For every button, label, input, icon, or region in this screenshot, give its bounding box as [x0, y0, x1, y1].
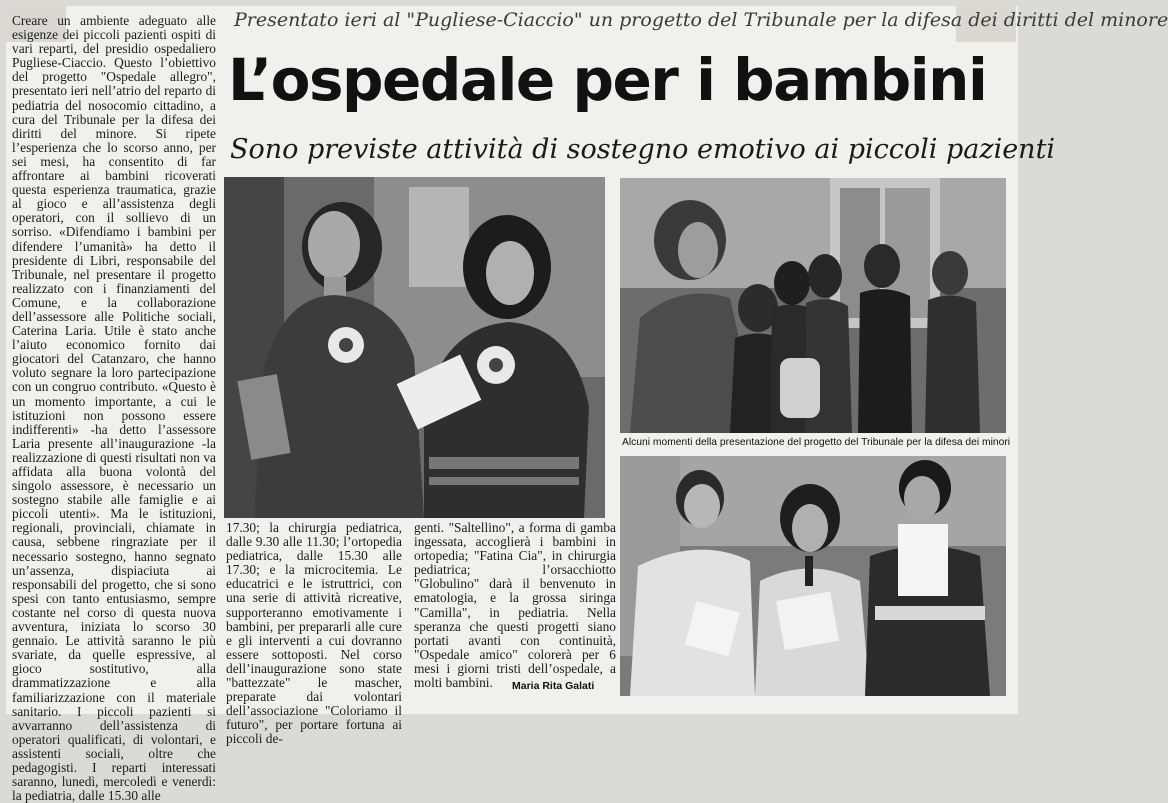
photo-two-women-drawing [224, 177, 605, 518]
photo-group-presentation [620, 178, 1006, 433]
photo-readers-drawing [620, 456, 1006, 696]
photo-caption: Alcuni momenti della presentazione del progetto del Tribunale per la difesa dei minori [622, 437, 1011, 448]
article-column-2: 17.30; la chirurgia pediatrica, dalle 9.30 alle 11.30; l’ortopedia pediatrica, dalle 15.30 alle 17.30; e la microcitemia. Le educatrici e le istruttrici, con una serie di attività ricreative, supporteranno emotivamente i bambini, per prepararli alle cure e gli interventi a cui dovranno essere sottoposti. Nel corso dell’inaugurazione sono state "battezzate" le mascher, preparate dai volontari dell’associazione "Coloriamo il futuro", per portare fortuna ai piccoli de- [226, 520, 402, 747]
newspaper-clipping [6, 6, 1168, 803]
article-headline: L’ospedale per i bambini [228, 46, 987, 114]
article-byline: Maria Rita Galati [512, 680, 595, 692]
article-subheadline: Sono previste attività di sostegno emotivo ai piccoli pazienti [230, 134, 1056, 165]
article-column-1: Creare un ambiente adeguato alle esigenze dei piccoli pazienti ospiti di vari reparti, del presidio ospedaliero Pugliese-Ciaccio. Questo l’obiettivo del progetto "Ospedale allegro", presentato ieri nell’atrio del reparto di pediatria del nosocomio cittadino, a cura del Tribunale per la difesa dei diritti del minore. Si ripete l’esperienza che lo scorso anno, per sei mesi, ha consentito di far affrontare ai bambini ricoverati questa esperienza traumatica, grazie al gioco e all’assistenza degli operatori, con il sollievo di un sorriso. «Difendiamo i bambini per difendere l’umanità» ha detto il presidente di Libri, responsabile del Tribunale, nel presentare il progetto realizzato con i finanziamenti del Comune, e la collaborazione dell’assessore alle Politiche sociali, Caterina Laria. Utile è stato anche l’aiuto economico fornito dai giocatori del Catanzaro, che hanno voluto segnare la loro partecipazione con un congruo contributo. «Questo è un momento importante, a cui le istituzioni non possono essere indifferenti» -ha detto l’assessore Laria presente all’inaugurazione -la realizzazione di questi risultati non va affidata alla buona volontà del singolo assessore, è necessario un sostegno stabile alle famiglie e ai piccoli utenti». Ma le istituzioni, regionali, provinciali, chiamate in causa, sebbene ringraziate per il necessario sostegno, hanno segnato un’assenza, dispiaciuta ai responsabili del progetto, che si sono spesi con tanto entusiasmo, sempre costante nel corso di questa nuova avventura, iniziata lo scorso 30 gennaio. Le attività saranno le più svariate, da quelle espressive, al gioco sostitutivo, alla drammatizzazione e alla familiarizzazione con il materiale sanitario. I piccoli pazienti si avvarranno dell’assistenza di operatori qualificati, di volontari, e assistenti sociali, oltre che pedagogisti. I reparti interessati saranno, lunedì, mercoledì e venerdì: la pediatria, dalle 15.30 alle [12, 13, 216, 803]
photo-group-presentation-drawing [620, 178, 1006, 433]
article-kicker: Presentato ieri al "Pugliese-Ciaccio" un progetto del Tribunale per la difesa dei diritti del minore [234, 9, 1168, 31]
photo-two-women [224, 177, 605, 518]
article-column-3: genti. "Saltellino", a forma di gamba ingessata, accoglierà i bambini in ortopedia; "Fatina Cia", in chirurgia pediatrica; l’orsacchiotto "Globulino" darà il benvenuto in ematologia, e la grossa siringa "Camilla", in pediatria. Nella speranza che questi progetti siano portati avanti con continuità, "Ospedale amico" colorerà per 6 mesi i giorni tristi dell’ospedale, a molti bambini. [414, 520, 616, 691]
photo-readers [620, 456, 1006, 696]
